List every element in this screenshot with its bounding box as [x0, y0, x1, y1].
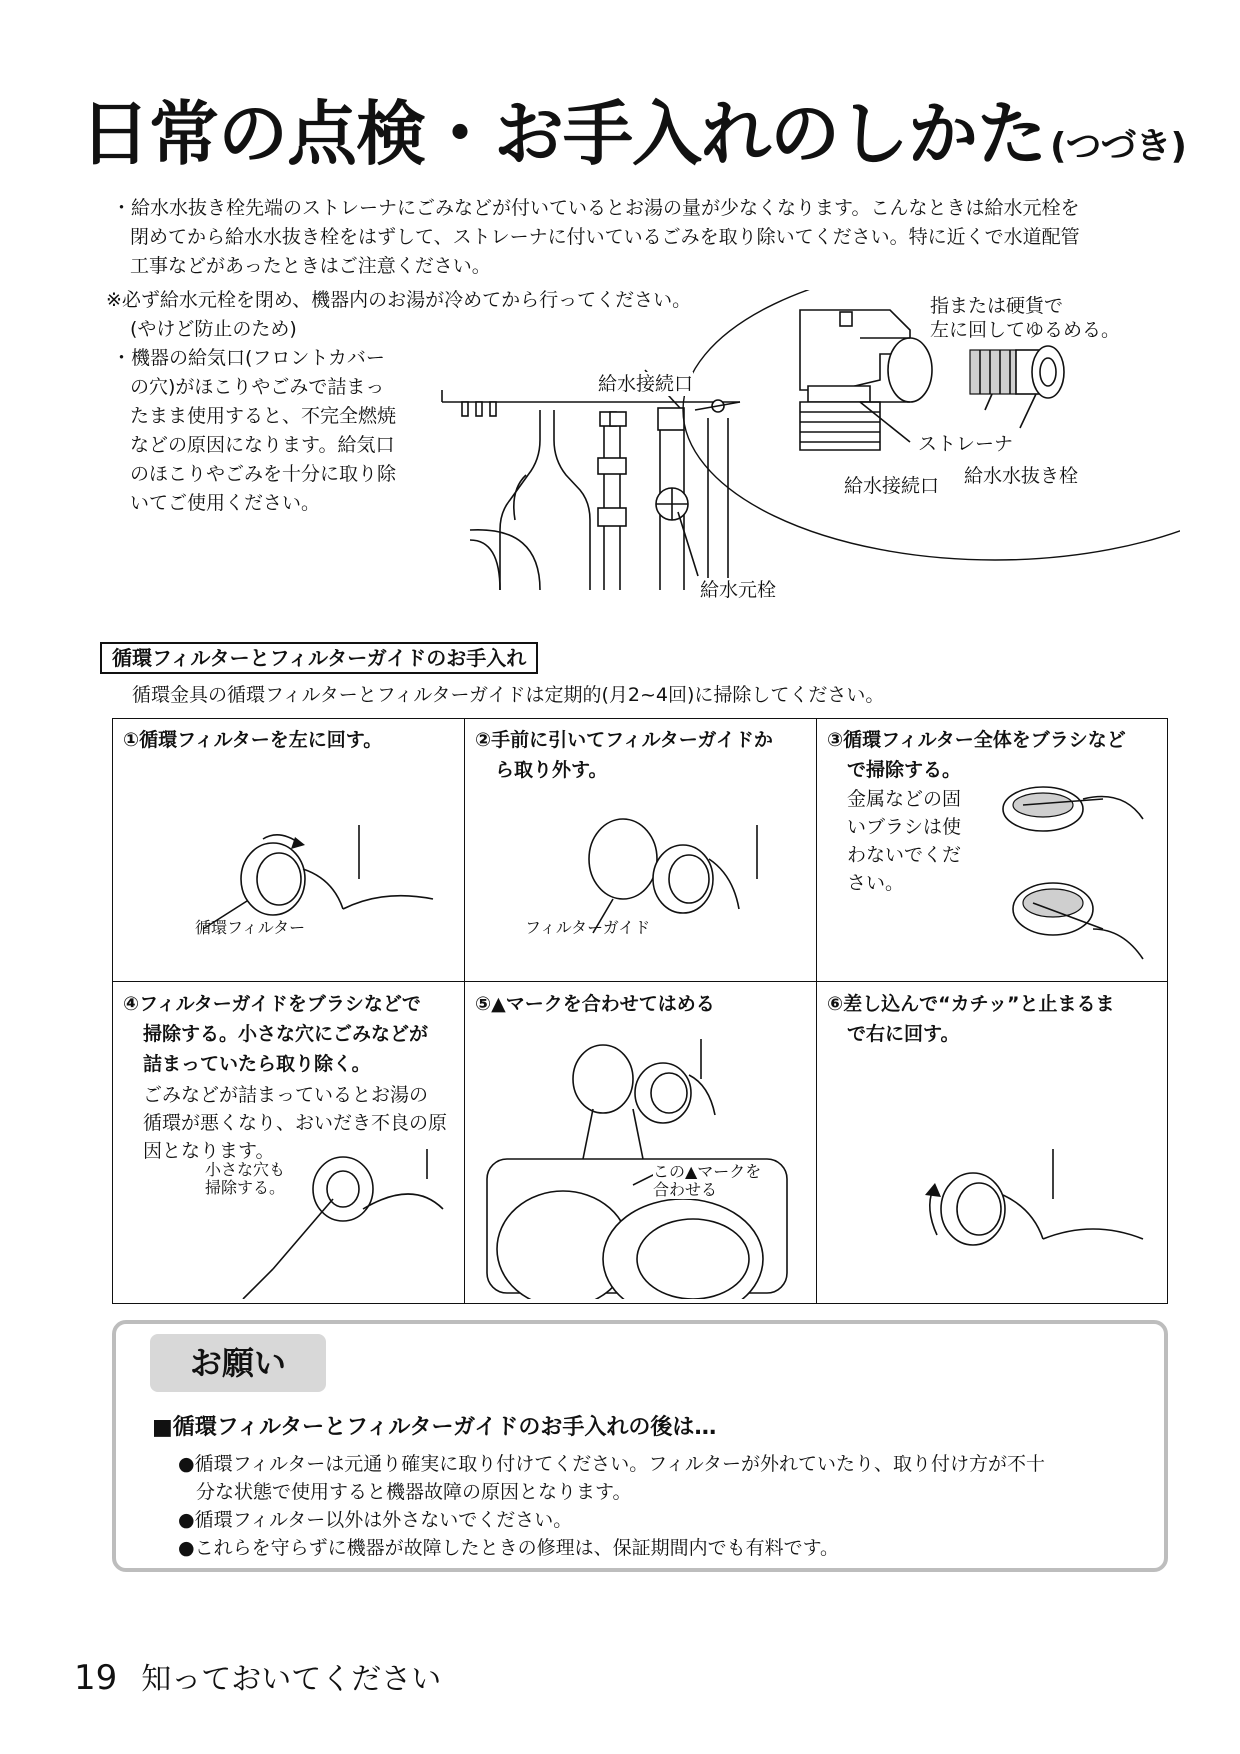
step-4-label-line: 小さな穴も [205, 1160, 286, 1179]
step-5-title [475, 989, 715, 1019]
inlet-label: 給水接続口 [598, 373, 694, 395]
step-1-label: 循環フィルター [195, 918, 306, 937]
footer-text: 知っておいてください [141, 1662, 442, 1697]
step-6-illustration [903, 1139, 1153, 1279]
drain-plug-label: 給水水抜き栓 [964, 465, 1079, 487]
step-5-label-line: この▲マークを [653, 1162, 762, 1181]
step-5-label [653, 1163, 761, 1199]
section-description: 循環金具の循環フィルターとフィルターガイドは定期的(月2~4回)に掃除してください。 [132, 684, 885, 706]
request-heading: ■循環フィルターとフィルターガイドのお手入れの後は… [152, 1415, 717, 1440]
inlet-label-bubble: 給水接続口 [844, 475, 940, 497]
request-item: ●これらを守らずに機器が故障したときの修理は、保証期間内でも有料です。 [178, 1537, 840, 1559]
bubble-note [930, 294, 1120, 342]
step-5-illustration [483, 1019, 813, 1299]
step-title-line: ら取り外す。 [495, 759, 608, 781]
caution-line: ※必ず給水元栓を閉め、機器内のお湯が冷めてから行ってください。 [106, 289, 692, 311]
step-body-line: 循環が悪くなり、おいだき不良の原 [143, 1112, 448, 1134]
step-body-line: ごみなどが詰まっているとお湯の [143, 1084, 429, 1106]
bubble-note-line: 指または硬貨で [930, 295, 1064, 317]
step-title-line: 詰まっていたら取り除く。 [143, 1053, 371, 1075]
step-2-label: フィルターガイド [525, 918, 651, 937]
step-6-title [827, 989, 1115, 1049]
step-1-title [123, 725, 382, 755]
request-item: ●循環フィルターは元通り確実に取り付けてください。フィルターが外れていたり、取り付け方が不十 [178, 1453, 1046, 1475]
step-2-title [475, 725, 773, 785]
intake-line: ・機器の給気口(フロントカバー [112, 347, 385, 369]
intake-paragraph [112, 344, 396, 518]
step-title-line: ①循環フィルターを左に回す。 [123, 729, 383, 751]
page-title-suffix: (つづき) [1050, 126, 1186, 167]
step-body-line: 金属などの固 [847, 788, 962, 810]
request-item: ●循環フィルター以外は外さないでください。 [178, 1509, 573, 1531]
intake-line: たまま使用すると、不完全燃焼 [130, 405, 397, 427]
step-4-title [123, 989, 428, 1079]
intake-line: の穴)がほこりやごみで詰まっ [130, 376, 385, 398]
step-body-line: わないでくだ [847, 844, 962, 866]
strainer-paragraph [112, 194, 1182, 281]
step-5-label-line: 合わせる [653, 1180, 718, 1199]
step-1-illustration [183, 809, 443, 969]
step-4-illustration [233, 1149, 453, 1299]
section-heading: 循環フィルターとフィルターガイドのお手入れ [100, 642, 538, 674]
step-4-label-line: 掃除する。 [205, 1178, 286, 1197]
strainer-line: 工事などがあったときはご注意ください。 [130, 255, 491, 277]
page-title [80, 78, 1186, 179]
strainer-line: ・給水水抜き栓先端のストレーナにごみなどが付いているとお湯の量が少なくなります。こんなときは給水元栓を [112, 197, 1080, 219]
bubble-note-line: 左に回してゆるめる。 [930, 319, 1121, 341]
page-title-main: 日常の点検・お手入れのしかた [80, 93, 1046, 175]
step-3-illustration [993, 779, 1163, 979]
strainer-line: 閉めてから給水水抜き栓をはずして、ストレーナに付いているごみを取り除いてください。特に近くで水道配管 [130, 226, 1080, 248]
step-title-line: ④フィルターガイドをブラシなどで [123, 993, 421, 1015]
caution-line: (やけど防止のため) [130, 318, 297, 340]
step-title-line: ③循環フィルター全体をブラシなど [827, 729, 1126, 751]
page-number: 19 [74, 1658, 118, 1698]
steps-grid [112, 718, 1168, 1304]
step-3-body [847, 785, 961, 897]
step-title-line: で掃除する。 [847, 759, 962, 781]
step-body-line: さい。 [847, 872, 905, 894]
request-callout [112, 1320, 1168, 1572]
step-body-line: いブラシは使 [847, 816, 962, 838]
step-title-line: 掃除する。小さな穴にごみなどが [143, 1023, 429, 1045]
step-3-title [827, 725, 1126, 785]
page-footer [74, 1654, 441, 1698]
step-2-illustration [533, 809, 803, 969]
step-title-line: で右に回す。 [847, 1023, 960, 1045]
step-title-line: ②手前に引いてフィルターガイドか [475, 729, 773, 751]
request-tag: お願い [150, 1334, 326, 1392]
shutoff-valve-label: 給水元栓 [700, 579, 777, 601]
step-title-line: ⑤▲マークを合わせてはめる [475, 993, 715, 1015]
intake-line: などの原因になります。給気口 [130, 434, 395, 456]
step-body-line: 因となります。 [143, 1140, 275, 1162]
strainer-label: ストレーナ [918, 433, 1014, 455]
step-title-line: ⑥差し込んで“カチッ”と止まるま [827, 993, 1115, 1015]
request-item: 分な状態で使用すると機器故障の原因となります。 [196, 1481, 632, 1503]
intake-line: のほこりやごみを十分に取り除 [130, 463, 397, 485]
intake-line: いてご使用ください。 [130, 492, 321, 514]
